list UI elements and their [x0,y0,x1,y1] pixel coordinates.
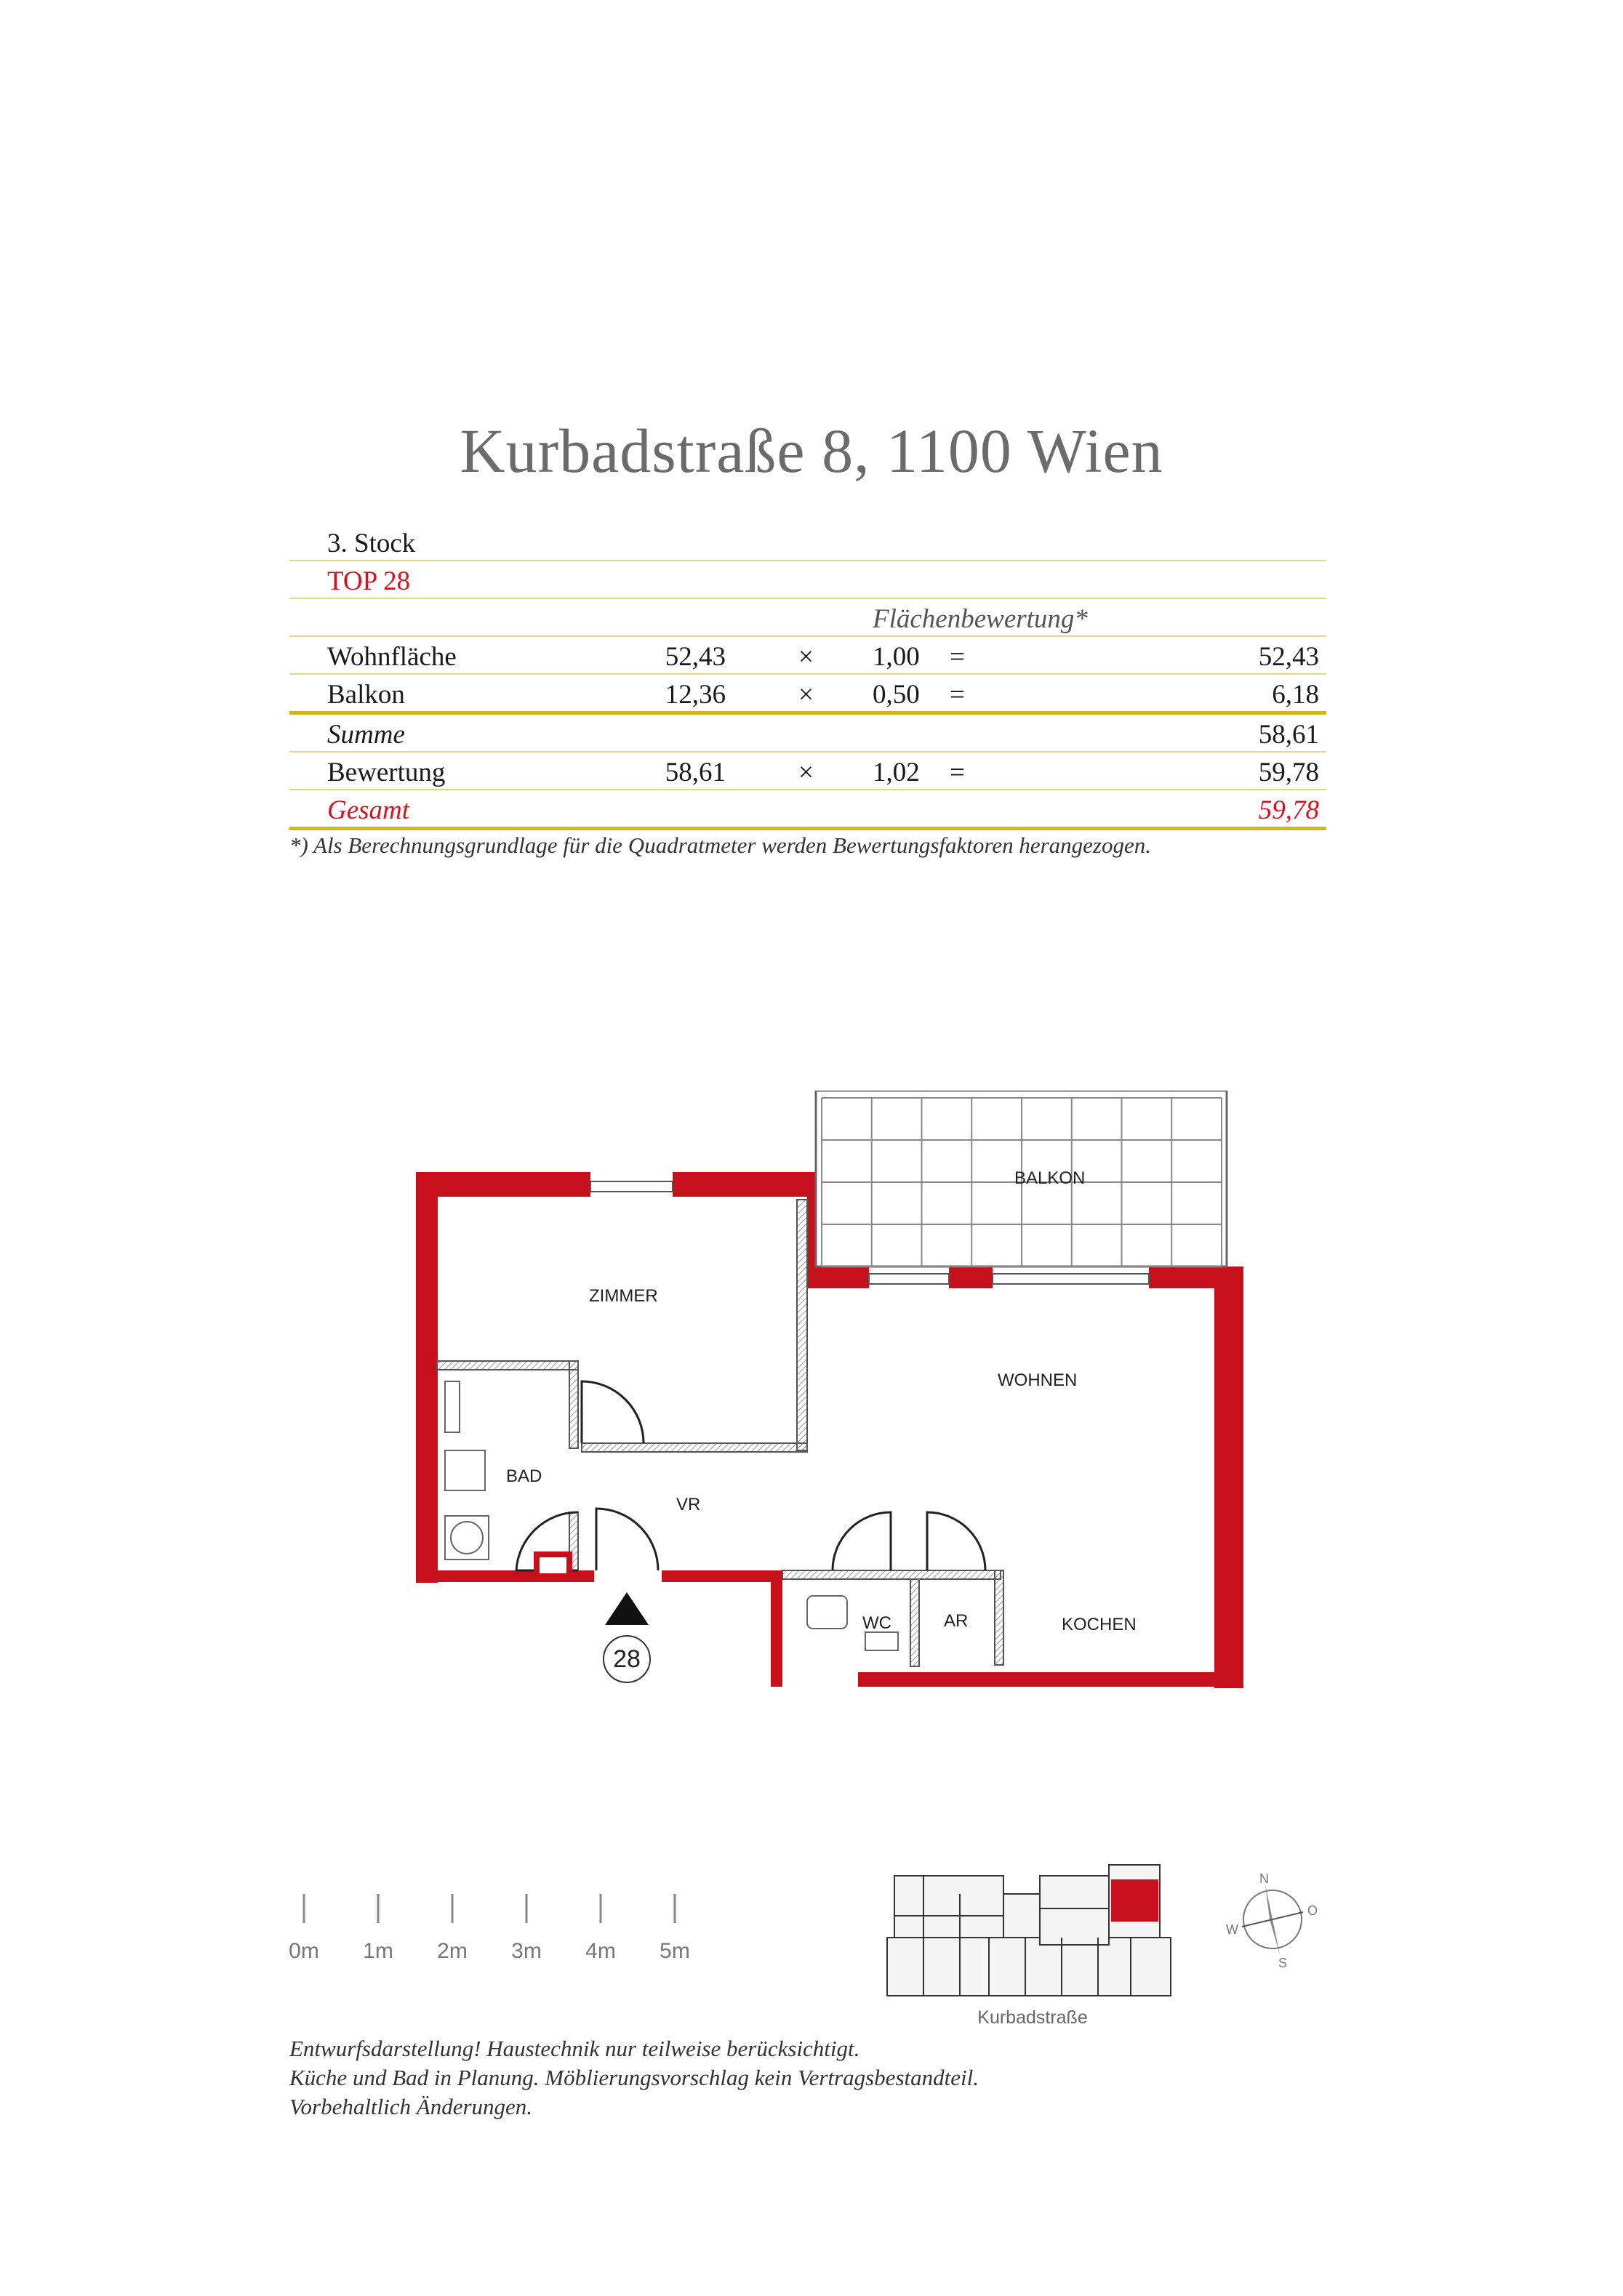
room-label-wohnen: WOHNEN [998,1370,1078,1390]
key-plan [880,1850,1193,2036]
total-row [289,790,1326,830]
disclaimer [289,2034,979,2122]
rating-result: 59,78 [1258,758,1319,787]
times-sign: × [798,642,814,672]
compass-w: W [1226,1922,1238,1937]
compass-s: S [1278,1956,1288,1970]
footnote: *) Als Berechnungsgrundlage für die Quadratmeter werden Bewertungsfaktoren herangezogen. [289,832,1151,858]
equals-sign: = [950,680,965,710]
disclaimer-line: Küche und Bad in Planung. Möblierungsvorschlag kein Vertragsbestandteil. [289,2065,979,2090]
scale-label: 4m [585,1939,616,1963]
equals-sign: = [950,642,965,672]
compass-o: O [1307,1903,1318,1918]
times-sign: × [798,758,814,787]
row-value: 52,43 [665,642,726,672]
row-factor: 1,00 [873,642,920,672]
room-label-wc: WC [862,1613,891,1633]
room-label-kochen: KOCHEN [1062,1615,1137,1634]
floor-plan [414,1091,1265,1716]
scale-label: 0m [289,1939,319,1963]
total-label: Gesamt [327,795,410,825]
rating-factor: 1,02 [873,758,920,787]
bathroom-fixtures [445,1381,898,1650]
factor-header-row [289,599,1326,637]
entrance-arrow-icon [605,1592,649,1625]
sum-row [289,715,1326,752]
scale-label: 2m [437,1939,468,1963]
room-label-bad: BAD [506,1466,542,1486]
room-label-balkon: BALKON [1014,1168,1086,1188]
factor-header: Flächenbewertung* [873,604,1088,634]
equals-sign: = [950,758,965,787]
total-result: 59,78 [1258,795,1319,825]
scale-bar [288,1894,724,1970]
area-table [289,523,1326,830]
compass [1222,1868,1323,1974]
rating-row [289,752,1326,790]
sum-label: Summe [327,720,405,750]
unit-label: TOP 28 [327,566,411,596]
unit-row [289,561,1326,599]
floor-row [289,523,1326,561]
scale-label: 5m [660,1939,690,1963]
keyplan-street: Kurbadstraße [977,2007,1088,2028]
floor-label: 3. Stock [327,529,416,558]
rating-label: Bewertung [327,758,446,787]
disclaimer-line: Entwurfsdarstellung! Haustechnik nur teilweise berücksichtigt. [289,2036,860,2061]
disclaimer-line: Vorbehaltlich Änderungen. [289,2094,533,2119]
sum-result: 58,61 [1258,720,1319,750]
table-row [289,637,1326,675]
scale-label: 1m [363,1939,393,1963]
room-label-vr: VR [676,1495,701,1514]
row-result: 52,43 [1258,642,1319,672]
row-result: 6,18 [1272,680,1319,710]
interior-walls [436,1200,1003,1666]
unit-highlight [1111,1879,1158,1922]
room-label-ar: AR [944,1611,969,1631]
scale-label: 3m [511,1939,542,1963]
rating-value: 58,61 [665,758,726,787]
room-label-zimmer: ZIMMER [589,1286,658,1306]
page-title: Kurbadstraße 8, 1100 Wien [460,416,1163,486]
row-label: Balkon [327,680,405,710]
compass-n: N [1259,1871,1269,1886]
row-factor: 0,50 [873,680,920,710]
table-row [289,675,1326,715]
times-sign: × [798,680,814,710]
entrance-number: 28 [613,1645,641,1673]
doors [516,1381,985,1570]
row-label: Wohnfläche [327,642,457,672]
row-value: 12,36 [665,680,726,710]
